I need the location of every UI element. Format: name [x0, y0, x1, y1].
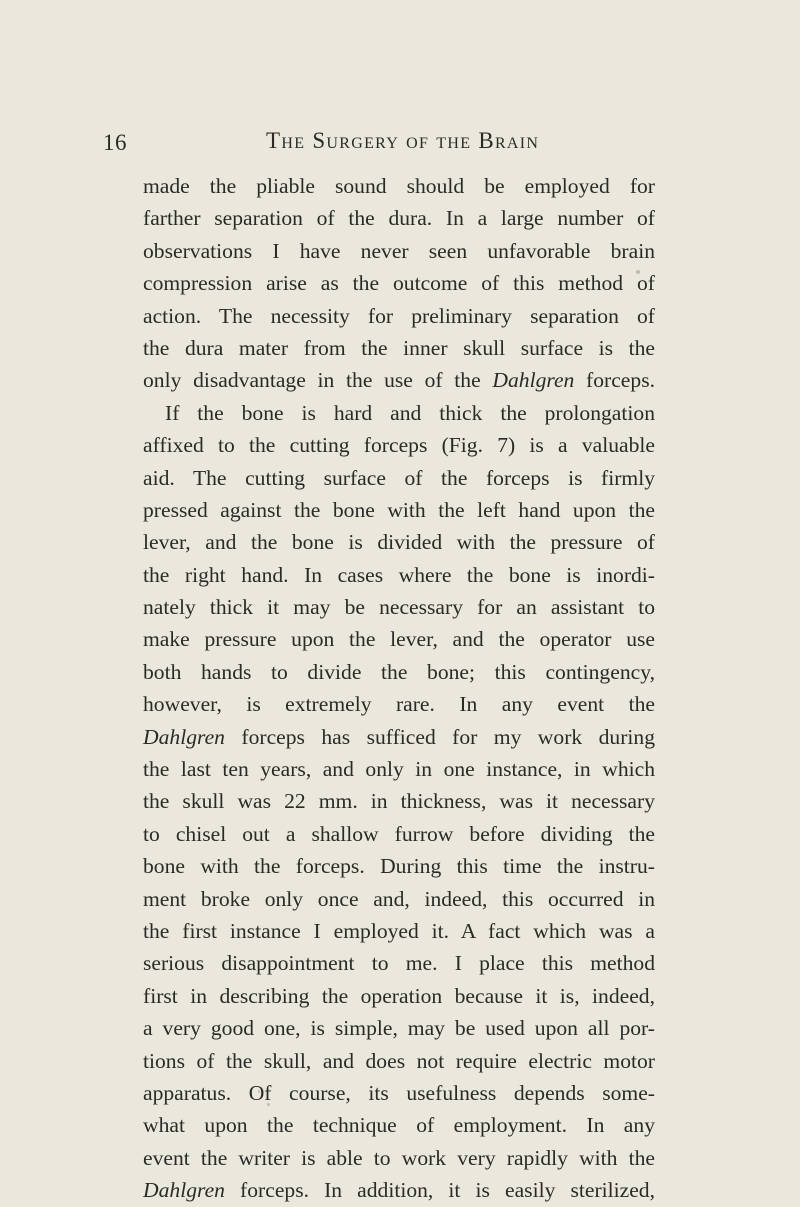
text-line [143, 559, 655, 591]
text-line [143, 235, 655, 267]
text-line [143, 526, 655, 558]
italic-name: Dahlgren [143, 1178, 225, 1203]
line-text: the first instance I employed it. A fact which was a [143, 918, 655, 943]
line-text: however, is extremely rare. In any event the [143, 692, 655, 717]
text-line [143, 300, 655, 332]
text-line [143, 170, 655, 202]
text-line [143, 688, 655, 720]
paper-spot [267, 1103, 270, 1106]
text-line [143, 1012, 655, 1044]
text-line [143, 1045, 655, 1077]
line-text: action. The necessity for preliminary separation of [143, 303, 655, 328]
line-text: made the pliable sound should be employed for [143, 174, 655, 198]
text-line [143, 494, 655, 526]
paper-spot [636, 270, 640, 274]
text-line [143, 623, 655, 655]
line-text: the right hand. In cases where the bone is inordi- [143, 562, 655, 587]
line-text: serious disappointment to me. I place this method [143, 951, 655, 976]
text-line [143, 883, 655, 915]
italic-name: Dahlgren [492, 368, 575, 393]
text-line [143, 721, 655, 753]
line-text: tions of the skull, and does not require electric motor [143, 1048, 655, 1073]
line-text: make pressure upon the lever, and the operator use [143, 627, 655, 652]
running-head [100, 122, 660, 158]
line-text: event the writer is able to work very rapidly with the [143, 1145, 655, 1170]
line-text: ment broke only once and, indeed, this occurred in [143, 886, 655, 911]
text-line [143, 267, 655, 299]
text-line [143, 915, 655, 947]
text-line [143, 1077, 655, 1109]
line-text: what upon the technique of employment. In any [143, 1113, 655, 1138]
line-text: to chisel out a shallow furrow before dividing the [143, 821, 655, 846]
line-text: both hands to divide the bone; this contingency, [143, 659, 655, 684]
line-text: nately thick it may be necessary for an assistant to [143, 595, 655, 620]
line-text: If the bone is hard and thick the prolongation [165, 400, 655, 425]
text-line [143, 332, 655, 364]
line-text: a very good one, is simple, may be used upon all por- [143, 1016, 655, 1041]
line-text: the last ten years, and only in one instance, in which [143, 757, 655, 782]
text-line [143, 429, 655, 461]
line-text: lever, and the bone is divided with the pressure of [143, 530, 655, 555]
line-text: the dura mater from the inner skull surface is the [143, 335, 655, 360]
text-line [143, 1174, 655, 1206]
line-text-continued: forceps. In addition, it is easily sterilized, [224, 1178, 655, 1203]
text-line [143, 818, 655, 850]
line-text: pressed against the bone with the left hand upon the [143, 497, 655, 522]
line-text: only disadvantage in the use of the [143, 368, 493, 393]
text-line [143, 947, 655, 979]
body-text [143, 170, 655, 1207]
paper-spot [258, 1090, 260, 1093]
line-text: farther separation of the dura. In a large number of [143, 206, 655, 231]
text-line [143, 462, 655, 494]
line-text: the skull was 22 mm. in thickness, was it necessary [143, 789, 655, 814]
line-text: observations I have never seen unfavorable brain [143, 238, 655, 263]
text-line [143, 753, 655, 785]
line-text: apparatus. Of course, its usefulness depends some- [143, 1080, 655, 1105]
italic-name: Dahlgren [143, 724, 225, 749]
line-text: bone with the forceps. During this time the instru- [143, 854, 655, 879]
text-line [143, 591, 655, 623]
text-line [143, 397, 655, 429]
line-text-continued: forceps. [574, 368, 655, 393]
line-text: compression arise as the outcome of this method of [143, 271, 655, 296]
running-title: The Surgery of the Brain [266, 128, 540, 153]
text-line [143, 364, 655, 396]
page-number: 16 [103, 130, 127, 155]
line-text: aid. The cutting surface of the forceps is firmly [143, 465, 655, 490]
text-line [143, 850, 655, 882]
text-line [143, 1142, 655, 1174]
text-line [143, 202, 655, 234]
line-text: first in describing the operation because it is, indeed, [143, 983, 655, 1008]
line-text: affixed to the cutting forceps (Fig. 7) is a valuable [143, 433, 655, 458]
text-line [143, 785, 655, 817]
text-line [143, 656, 655, 688]
text-line [143, 980, 655, 1012]
line-text-continued: forceps has sufficed for my work during [224, 724, 655, 749]
text-line [143, 1109, 655, 1141]
